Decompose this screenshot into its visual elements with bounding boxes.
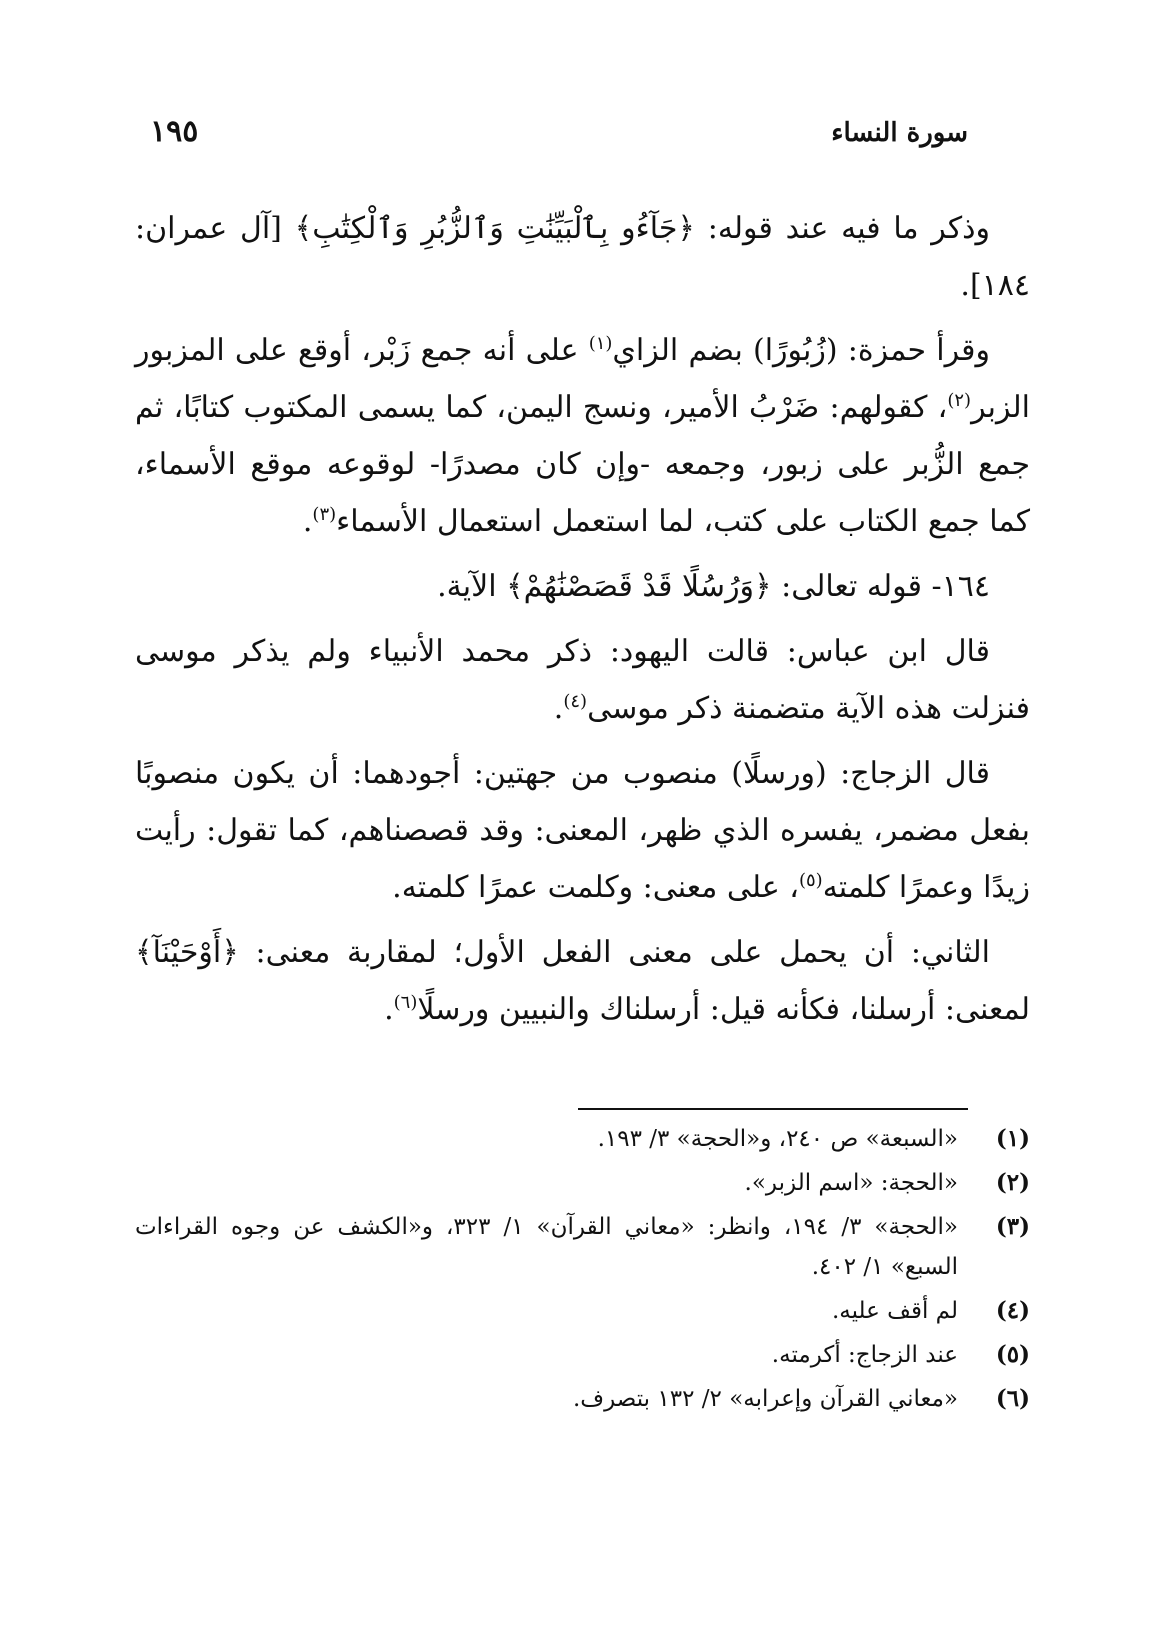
page-number: ١٩٥ <box>150 114 199 149</box>
footnote-marker: (٦) <box>393 992 418 1013</box>
footnote-number: (٢) <box>995 1169 1030 1196</box>
footnote <box>135 1291 1030 1331</box>
footnote-text: لم أقف عليه. <box>831 1298 958 1324</box>
footnote-text: عند الزجاج: أكرمته. <box>771 1342 958 1368</box>
footnote <box>135 1207 1030 1287</box>
paragraph <box>135 558 1030 615</box>
footnote-number: (٤) <box>995 1297 1030 1324</box>
main-text <box>135 200 1030 1046</box>
footnote-separator <box>578 1108 968 1110</box>
footnote-marker: (٥) <box>798 870 823 891</box>
paragraph <box>135 924 1030 1038</box>
paragraph <box>135 623 1030 737</box>
text-segment: على أنه جمع زَبْر، أوقع على المزبور الزبر <box>135 333 1030 425</box>
quran-quote: ﴿وَرُسُلًا قَدْ قَصَصْنَٰهُمْ﴾ <box>506 569 772 604</box>
paragraph <box>135 745 1030 916</box>
text-segment: قال ابن عباس: قالت اليهود: ذكر محمد الأنبياء ولم يذكر موسى فنزلت هذه الآية متضمنة ذكر موسى <box>135 634 1030 726</box>
text-segment: لمعنى: أرسلنا، فكأنه قيل: أرسلناك والنبيين ورسلًا <box>417 992 1030 1027</box>
text-segment: قال الزجاج: (ورسلًا) منصوب من جهتين: أجودهما: أن يكون منصوبًا بفعل مضمر، يفسره الذي ظهر، المعنى: وقد قصصناهم، كما تقول: رأيت زيدًا وعمرًا كلمته <box>135 756 1030 905</box>
footnote-marker: (٢) <box>947 390 972 411</box>
paragraph <box>135 200 1030 314</box>
footnotes <box>135 1115 1030 1419</box>
text-segment: . <box>553 691 564 726</box>
footnote-marker: (٤) <box>563 691 588 712</box>
footnote-number: (٥) <box>995 1341 1030 1368</box>
footnote-text: «معاني القرآن وإعرابه» ٢/ ١٣٢ بتصرف. <box>572 1386 958 1412</box>
text-segment: . <box>384 992 394 1027</box>
quran-quote: ﴿جَآءُو بِٱلْبَيِّنَٰتِ وَٱلزُّبُرِ وَٱلْكِتَٰبِ﴾ <box>294 211 695 246</box>
footnote-marker: (٣) <box>312 504 337 525</box>
footnote-number: (١) <box>995 1125 1030 1152</box>
footnote-text: «الحجة: «اسم الزبر». <box>744 1170 958 1196</box>
footnote <box>135 1119 1030 1159</box>
footnote <box>135 1163 1030 1203</box>
footnote-number: (٦) <box>995 1385 1030 1412</box>
footnote-text: «السبعة» ص ٢٤٠، و«الحجة» ٣/ ١٩٣. <box>597 1126 958 1152</box>
quran-quote: ﴿أَوْحَيْنَآ﴾ <box>135 935 239 970</box>
text-segment: ، على معنى: وكلمت عمرًا كلمته. <box>392 870 799 905</box>
text-segment: . <box>302 504 313 539</box>
footnote-text: «الحجة» ٣/ ١٩٤، وانظر: «معاني القرآن» ١/ ٣٢٣، و«الكشف عن وجوه القراءات السبع» ١/ ٤٠٢. <box>135 1214 958 1280</box>
text-segment: [آل عمران: ١٨٤]. <box>135 211 1030 303</box>
footnote-marker: (١) <box>588 333 613 354</box>
text-segment: وقرأ حمزة: (زُبُورًا) بضم الزاي <box>612 333 990 368</box>
text-segment: ١٦٤- قوله تعالى: <box>771 569 990 604</box>
paragraph <box>135 322 1030 550</box>
footnote-number: (٣) <box>995 1213 1030 1240</box>
surah-title: سورة النساء <box>831 118 968 148</box>
text-segment: الآية. <box>437 569 507 604</box>
text-segment: ، كقولهم: ضَرْبُ الأمير، ونسج اليمن، كما يسمى المكتوب كتابًا، ثم جمع الزُّبر على زبور، وجمعه -وإن كان مصدرًا- لوقوعه موقع الأسماء، كما جمع الكتاب على كتب، لما استعمل استعمال الأسماء <box>135 390 1030 539</box>
footnote <box>135 1335 1030 1375</box>
page-header <box>150 114 968 158</box>
footnote <box>135 1379 1030 1419</box>
text-segment: الثاني: أن يحمل على معنى الفعل الأول؛ لمقاربة معنى: <box>238 935 990 970</box>
text-segment: وذكر ما فيه عند قوله: <box>694 211 990 246</box>
